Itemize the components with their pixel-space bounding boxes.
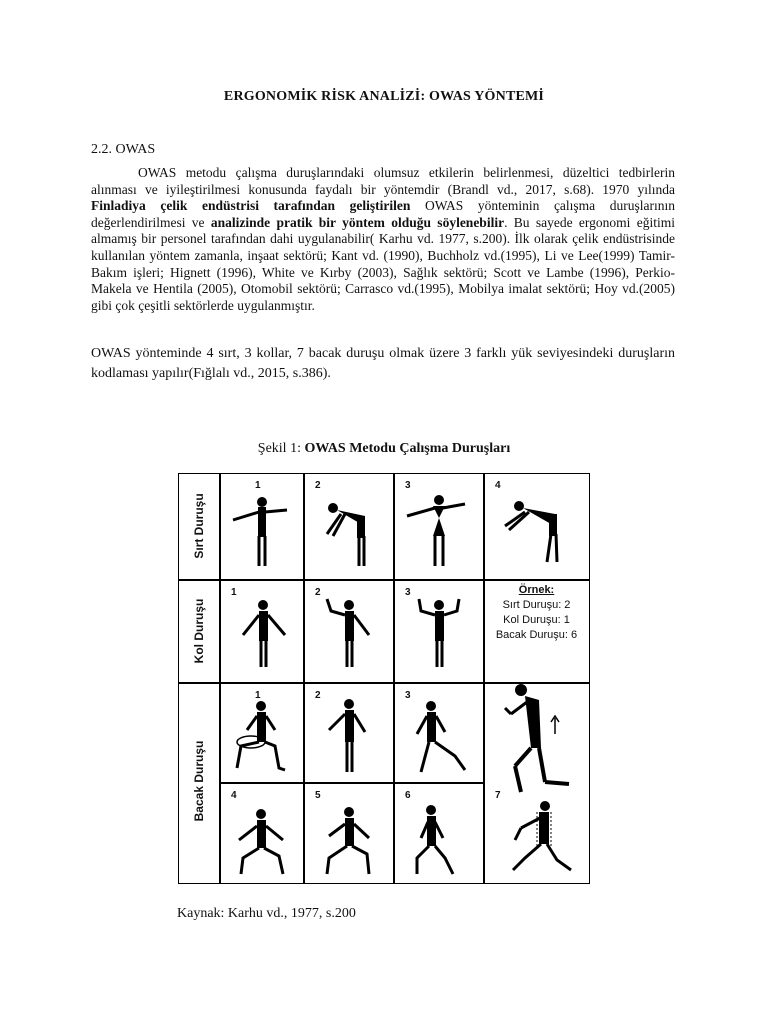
leg-posture-4: [221, 784, 303, 883]
leg-posture-3: [395, 684, 483, 782]
posture-number: 2: [315, 480, 321, 491]
leg-posture-7: [485, 784, 589, 883]
paragraph-1-bold-b: analizinde pratik bir yöntem olduğu söylenebilir: [210, 214, 505, 230]
example-leg: Bacak Duruşu: 6: [495, 629, 578, 641]
example-arm: Kol Duruşu: 1: [503, 614, 570, 626]
posture-number: 4: [231, 790, 237, 801]
one-arm-up-figure-icon: [305, 581, 393, 682]
walking-figure-icon: [485, 784, 589, 883]
back-posture-1: [221, 474, 303, 579]
leg-posture-5: [305, 784, 393, 883]
arm-posture-3: [395, 581, 483, 682]
section-heading: 2.2. OWAS: [91, 142, 156, 157]
arms-down-figure-icon: [221, 581, 303, 682]
posture-number: 4: [495, 480, 501, 491]
bent-twisted-figure-icon: [485, 474, 589, 579]
paragraph-1: [91, 165, 675, 314]
leg-posture-1: [221, 684, 303, 782]
caption-title: OWAS Metodu Çalışma Duruşları: [304, 441, 511, 456]
posture-number: 5: [315, 790, 321, 801]
paragraph-1-bold-a: Finladiya çelik endüstrisi tarafından geliştirilen: [91, 198, 411, 214]
kneeling-figure-icon: [395, 784, 483, 883]
posture-number: 2: [315, 690, 321, 701]
posture-number: 1: [255, 690, 261, 701]
paragraph-2: OWAS yönteminde 4 sırt, 3 kollar, 7 bacak duruşu olmak üzere 3 farklı yük seviyesindeki duruşların kodlaması yapılır(Fığlalı vd., 2015, s.386).: [91, 346, 675, 381]
posture-number: 1: [231, 587, 237, 598]
posture-number: 7: [495, 790, 501, 801]
posture-number: 3: [405, 480, 411, 491]
leg-posture-2: [305, 684, 393, 782]
row-label-leg: Bacak Duruşu: [192, 740, 206, 822]
back-posture-4: [485, 474, 589, 579]
posture-number: 3: [405, 690, 411, 701]
page-title: ERGONOMİK RİSK ANALİZİ: OWAS YÖNTEMİ: [223, 89, 545, 104]
arm-posture-2: [305, 581, 393, 682]
squatting-figure-icon: [221, 784, 303, 883]
row-label-arm: Kol Duruşu: [192, 598, 206, 664]
row-label-back: Sırt Duruşu: [192, 493, 206, 559]
example-box: [484, 581, 589, 675]
example-heading: Örnek:: [518, 584, 555, 596]
both-arms-up-figure-icon: [395, 581, 483, 682]
bent-forward-figure-icon: [305, 474, 393, 579]
leg-posture-6: [395, 784, 483, 883]
standing-both-legs-icon: [305, 684, 393, 782]
back-posture-2: [305, 474, 393, 579]
paragraph-1-text-c: . Bu sayede ergonomi eğitimi almamış bir personel tarafından dahi uygulanabilir( Karhu vd. 1977, s.200). İlk olarak çelik endüstrisinde kullanılan yöntem zamanla, inşaat sektörü; Kant vd. (1990), Buchholz vd.(1995), Li ve Lee(1999) Tamir- Bakım işleri; Hignett (1996), White ve Kırby (2003), Sağlık sektörü; Scott ve Lambe (1996), Perkio-Makela ve Hentila (2005), Otomobil sektörü; Carrasco vd.(1995), Mobilya imalat sektörü; Hoy vd.(2005) gibi çok çeşitli sektörlerde uygulanmıştır.: [91, 214, 675, 313]
posture-number: 2: [315, 587, 321, 598]
sitting-figure-icon: [221, 684, 303, 782]
standing-figure-icon: [221, 474, 303, 579]
owas-posture-figure: [178, 473, 590, 884]
example-back: Sırt Duruşu: 2: [502, 599, 571, 611]
squatting-one-leg-icon: [305, 784, 393, 883]
back-posture-3: [395, 474, 483, 579]
posture-number: 6: [405, 790, 411, 801]
figure-caption: [0, 441, 768, 457]
posture-number: 3: [405, 587, 411, 598]
caption-prefix: Şekil 1:: [257, 441, 305, 456]
posture-number: 1: [255, 480, 261, 491]
paragraph-1-text-b: OWAS yönteminin çalışma duruşlarının değerlendirilmesi ve: [91, 198, 676, 230]
standing-one-leg-icon: [395, 684, 483, 782]
arm-posture-1: [221, 581, 303, 682]
twisted-figure-icon: [395, 474, 483, 579]
figure-source: Kaynak: Karhu vd., 1977, s.200: [177, 906, 356, 921]
paragraph-1-text-a: OWAS metodu çalışma duruşlarındaki olumsuz etkilerin belirlenmesi, düzeltici tedbirlerin alınması ve iyileştirilmesi konusunda faydalı bir yöntemdir (Brandl vd., 2017, s.68). 1970 yılında: [91, 165, 675, 197]
